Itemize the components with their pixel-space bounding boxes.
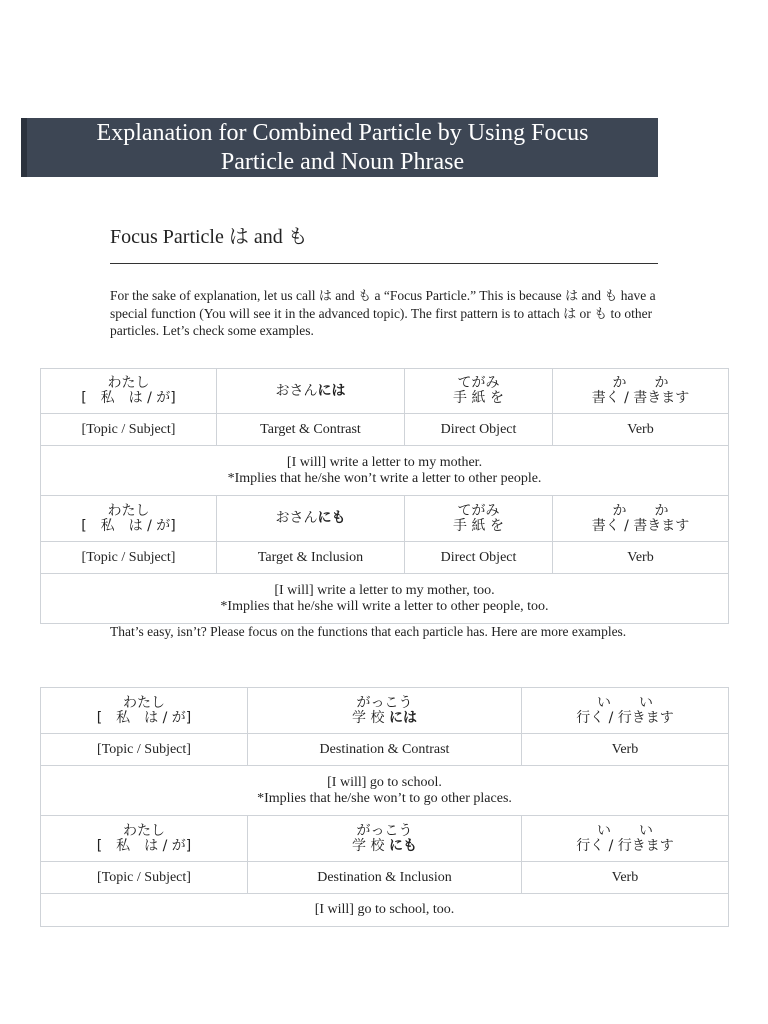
- combined-particle: には: [388, 709, 417, 726]
- object-cell: [405, 369, 553, 414]
- table-row: [41, 446, 729, 496]
- verb-cell: [522, 816, 729, 862]
- table-row: [41, 688, 729, 734]
- title-banner: [21, 118, 658, 177]
- combined-particle: には: [317, 382, 346, 399]
- ruby-text: てがみ: [457, 502, 500, 519]
- table-row: [41, 414, 729, 446]
- ruby-text: か か: [612, 375, 669, 391]
- section-title: [110, 220, 308, 249]
- combined-particle: にも: [388, 837, 417, 854]
- table-row: [41, 369, 729, 414]
- japanese-text: 行く / 行きます: [576, 709, 674, 726]
- translation-cell: [41, 446, 729, 496]
- ruby-text: わたし: [123, 694, 165, 711]
- destination-cell: [248, 688, 522, 734]
- intro-mo-1: も: [358, 289, 372, 304]
- intro-text-4: and: [578, 288, 605, 303]
- table-row: [41, 734, 729, 766]
- table-row: [41, 894, 729, 927]
- intro-text-7: to other particles. Let’s check some examples.: [110, 305, 653, 338]
- translation-cell: [41, 894, 729, 927]
- japanese-text: 手 紙 を: [453, 517, 504, 534]
- table-row: [41, 862, 729, 894]
- ruby-text: がっこう: [356, 694, 413, 711]
- ruby-text: か か: [612, 502, 669, 519]
- verb-cell: [522, 688, 729, 734]
- target-cell: [217, 496, 405, 542]
- japanese-plain: 学 校: [352, 837, 389, 854]
- ruby-text: い い: [597, 822, 653, 839]
- intro-mo-2: も: [604, 289, 618, 304]
- intro-text-3: a “Focus Particle.” This is because: [371, 288, 566, 303]
- ruby-text: わたし: [107, 375, 150, 391]
- verb-cell: [553, 496, 729, 542]
- destination-cell: [248, 816, 522, 862]
- role-label: Direct Object: [405, 414, 553, 446]
- target-cell: [217, 369, 405, 414]
- japanese-text: [ 私 は / が]: [96, 837, 192, 854]
- table-row: [41, 816, 729, 862]
- example-table-1: [40, 368, 729, 624]
- japanese-text: [248, 711, 521, 726]
- intro-ha-3: は: [563, 306, 577, 322]
- role-label: Destination & Contrast: [248, 734, 522, 766]
- verb-cell: [553, 369, 729, 414]
- intro-text-1: For the sake of explanation, let us call: [110, 288, 319, 303]
- implication-note: *Implies that he/she will write a letter to other people, too.: [220, 598, 549, 614]
- ruby-text: てがみ: [457, 375, 500, 391]
- role-label: Verb: [553, 542, 729, 574]
- japanese-text: [248, 839, 521, 854]
- translation-text: [I will] go to school.: [327, 774, 442, 790]
- japanese-text: [217, 511, 404, 526]
- translation-text: [I will] write a letter to my mother, too.: [274, 582, 495, 598]
- role-label: [Topic / Subject]: [41, 542, 217, 574]
- table-row: [41, 574, 729, 624]
- combined-particle: にも: [317, 510, 346, 526]
- banner-title-line2: Particle and Noun Phrase: [220, 149, 465, 175]
- translation-text: [I will] go to school, too.: [314, 902, 455, 917]
- japanese-plain: おさん: [275, 382, 318, 399]
- example-table-2: [40, 687, 729, 927]
- table-row: [41, 766, 729, 816]
- role-label: Verb: [553, 414, 729, 446]
- japanese-text: [ 私 は / が]: [96, 709, 192, 726]
- table-row: [41, 496, 729, 542]
- translation-cell: [41, 766, 729, 816]
- role-label: Verb: [522, 862, 729, 894]
- japanese-text: [217, 384, 404, 399]
- role-label: Target & Inclusion: [217, 542, 405, 574]
- object-cell: [405, 496, 553, 542]
- role-label: Direct Object: [405, 542, 553, 574]
- intro-text-6: or: [576, 305, 595, 321]
- japanese-plain: おさん: [275, 510, 318, 526]
- intro-text-2: and: [331, 288, 359, 303]
- japanese-text: 書く / 書きます: [591, 517, 690, 534]
- japanese-text: [ 私 は / が]: [81, 390, 176, 406]
- ruby-text: わたし: [107, 502, 150, 519]
- ruby-text: がっこう: [356, 822, 413, 839]
- japanese-text: [ 私 は / が]: [81, 517, 176, 534]
- japanese-text: 行く / 行きます: [576, 837, 674, 854]
- role-label: [Topic / Subject]: [41, 734, 248, 766]
- translation-cell: [41, 574, 729, 624]
- intro-paragraph: [110, 288, 670, 340]
- implication-note: *Implies that he/she won’t write a letter to other people.: [227, 470, 542, 486]
- section-title-text: Focus Particle: [110, 226, 229, 248]
- ruby-text: い い: [597, 694, 653, 711]
- subject-cell: [41, 369, 217, 414]
- japanese-text: 手 紙 を: [453, 390, 504, 406]
- role-label: Destination & Inclusion: [248, 862, 522, 894]
- section-title-ha: は: [228, 224, 249, 248]
- intro-ha-2: は: [565, 289, 579, 304]
- intro-mo-3: も: [594, 306, 608, 322]
- banner-title-line1: Explanation for Combined Particle by Using Focus: [96, 120, 589, 146]
- subject-cell: [41, 688, 248, 734]
- subject-cell: [41, 816, 248, 862]
- role-label: [Topic / Subject]: [41, 414, 217, 446]
- japanese-plain: 学 校: [352, 709, 389, 726]
- implication-note: *Implies that he/she won’t to go other places.: [257, 790, 512, 806]
- translation-text: [I will] write a letter to my mother.: [286, 454, 483, 470]
- role-label: Verb: [522, 734, 729, 766]
- japanese-text: 書く / 書きます: [591, 390, 690, 406]
- role-label: Target & Contrast: [217, 414, 405, 446]
- section-divider: [110, 263, 658, 264]
- intro-text-5: have a special function (You will see it in the advanced topic). The first pattern is to attach: [110, 288, 656, 321]
- intro-ha-1: は: [318, 289, 332, 304]
- role-label: [Topic / Subject]: [41, 862, 248, 894]
- middle-paragraph: That’s easy, isn’t? Please focus on the functions that each particle has. Here are more examples.: [110, 624, 627, 639]
- subject-cell: [41, 496, 217, 542]
- section-title-and: and: [248, 226, 288, 248]
- section-title-mo: も: [287, 224, 308, 248]
- table-row: [41, 542, 729, 574]
- ruby-text: わたし: [123, 822, 165, 839]
